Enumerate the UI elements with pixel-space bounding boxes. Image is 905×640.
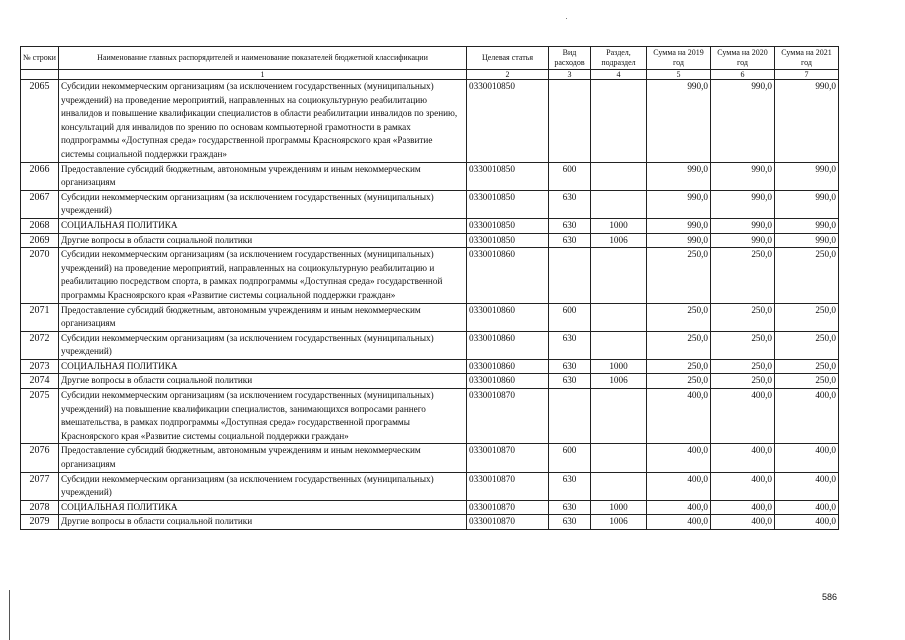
row-number: 2078 bbox=[21, 500, 59, 515]
row-sum-2021: 990,0 bbox=[775, 190, 839, 218]
table-row bbox=[21, 303, 839, 331]
row-section: 1006 bbox=[591, 233, 647, 248]
column-number-row bbox=[21, 70, 839, 80]
row-section: 1006 bbox=[591, 374, 647, 389]
column-number: 2 bbox=[467, 70, 549, 80]
row-sum-2020: 400,0 bbox=[711, 472, 775, 500]
row-expense-type: 630 bbox=[549, 359, 591, 374]
row-sum-2019: 990,0 bbox=[647, 233, 711, 248]
row-sum-2019: 990,0 bbox=[647, 190, 711, 218]
row-number: 2072 bbox=[21, 331, 59, 359]
row-number: 2067 bbox=[21, 190, 59, 218]
row-expense-type: 630 bbox=[549, 515, 591, 530]
row-name: СОЦИАЛЬНАЯ ПОЛИТИКА bbox=[59, 500, 467, 515]
row-name: Субсидии некоммерческим организациям (за исключением государственных (муниципальных) учреждений) на проведение мероприятий, направленных на социокультурную реабилитацию и реабилитацию посредством спорта, в рамках подпрограммы «Доступная среда» государственной программы Красноярского края «Развитие системы социальной поддержки граждан» bbox=[59, 248, 467, 303]
row-number: 2077 bbox=[21, 472, 59, 500]
row-sum-2020: 400,0 bbox=[711, 500, 775, 515]
row-name: Другие вопросы в области социальной политики bbox=[59, 233, 467, 248]
row-number: 2070 bbox=[21, 248, 59, 303]
row-section: 1000 bbox=[591, 500, 647, 515]
row-sum-2020: 990,0 bbox=[711, 190, 775, 218]
row-expense-type: 630 bbox=[549, 190, 591, 218]
table-row bbox=[21, 233, 839, 248]
row-expense-type: 630 bbox=[549, 374, 591, 389]
row-target-article: 0330010860 bbox=[467, 303, 549, 331]
table-row bbox=[21, 472, 839, 500]
row-sum-2021: 990,0 bbox=[775, 162, 839, 190]
scan-speck bbox=[566, 18, 567, 19]
row-target-article: 0330010870 bbox=[467, 472, 549, 500]
table-row bbox=[21, 218, 839, 233]
row-sum-2019: 400,0 bbox=[647, 500, 711, 515]
row-number: 2071 bbox=[21, 303, 59, 331]
row-section: 1000 bbox=[591, 218, 647, 233]
row-expense-type: 630 bbox=[549, 331, 591, 359]
row-sum-2021: 250,0 bbox=[775, 374, 839, 389]
row-sum-2019: 400,0 bbox=[647, 472, 711, 500]
row-sum-2021: 250,0 bbox=[775, 359, 839, 374]
column-number-blank bbox=[21, 70, 59, 80]
row-sum-2019: 250,0 bbox=[647, 359, 711, 374]
row-expense-type: 630 bbox=[549, 218, 591, 233]
row-section bbox=[591, 190, 647, 218]
column-number: 1 bbox=[59, 70, 467, 80]
table-row bbox=[21, 359, 839, 374]
row-expense-type bbox=[549, 389, 591, 444]
row-number: 2074 bbox=[21, 374, 59, 389]
row-sum-2019: 250,0 bbox=[647, 248, 711, 303]
row-sum-2021: 400,0 bbox=[775, 515, 839, 530]
header-name: Наименование главных распорядителей и наименование показателей бюджетной классификации bbox=[59, 47, 467, 70]
row-section bbox=[591, 303, 647, 331]
row-name: Предоставление субсидий бюджетным, автономным учреждениям и иным некоммерческим организациям bbox=[59, 444, 467, 472]
row-sum-2020: 400,0 bbox=[711, 515, 775, 530]
row-expense-type: 630 bbox=[549, 233, 591, 248]
column-number: 5 bbox=[647, 70, 711, 80]
row-target-article: 0330010870 bbox=[467, 444, 549, 472]
row-target-article: 0330010850 bbox=[467, 162, 549, 190]
row-sum-2021: 400,0 bbox=[775, 444, 839, 472]
row-sum-2021: 400,0 bbox=[775, 500, 839, 515]
row-sum-2021: 990,0 bbox=[775, 80, 839, 163]
row-target-article: 0330010850 bbox=[467, 190, 549, 218]
row-section bbox=[591, 248, 647, 303]
row-number: 2073 bbox=[21, 359, 59, 374]
column-number: 3 bbox=[549, 70, 591, 80]
row-sum-2021: 250,0 bbox=[775, 331, 839, 359]
row-sum-2020: 250,0 bbox=[711, 374, 775, 389]
row-sum-2021: 400,0 bbox=[775, 389, 839, 444]
row-name: Субсидии некоммерческим организациям (за исключением государственных (муниципальных) учреждений) bbox=[59, 190, 467, 218]
row-expense-type: 630 bbox=[549, 500, 591, 515]
row-expense-type: 600 bbox=[549, 303, 591, 331]
row-expense-type bbox=[549, 80, 591, 163]
row-number: 2066 bbox=[21, 162, 59, 190]
row-sum-2021: 990,0 bbox=[775, 218, 839, 233]
row-section bbox=[591, 331, 647, 359]
row-sum-2019: 250,0 bbox=[647, 331, 711, 359]
row-expense-type: 630 bbox=[549, 472, 591, 500]
page-number: 586 bbox=[821, 592, 837, 602]
header-sum-2019: Сумма на 2019 год bbox=[647, 47, 711, 70]
row-target-article: 0330010870 bbox=[467, 389, 549, 444]
row-sum-2020: 250,0 bbox=[711, 359, 775, 374]
row-section bbox=[591, 80, 647, 163]
row-target-article: 0330010860 bbox=[467, 359, 549, 374]
row-target-article: 0330010850 bbox=[467, 80, 549, 163]
table-header-row bbox=[21, 47, 839, 70]
table-row bbox=[21, 444, 839, 472]
row-sum-2019: 250,0 bbox=[647, 374, 711, 389]
row-section: 1006 bbox=[591, 515, 647, 530]
row-sum-2020: 250,0 bbox=[711, 248, 775, 303]
row-sum-2021: 250,0 bbox=[775, 303, 839, 331]
table-row bbox=[21, 515, 839, 530]
row-sum-2019: 250,0 bbox=[647, 303, 711, 331]
row-name: Предоставление субсидий бюджетным, автономным учреждениям и иным некоммерческим организациям bbox=[59, 303, 467, 331]
header-row-number: № строки bbox=[21, 47, 59, 70]
column-number: 7 bbox=[775, 70, 839, 80]
row-name: Субсидии некоммерческим организациям (за исключением государственных (муниципальных) учреждений) на проведение мероприятий, направленных на социокультурную реабилитацию инвалидов и повышение квалификации специалистов в области реабилитации инвалидов по зрению, консультаций для инвалидов по зрению по основам компьютерной грамотности в рамках подпрограммы «Доступная среда» государственной программы Красноярского края «Развитие системы социальной поддержки граждан» bbox=[59, 80, 467, 163]
row-name: СОЦИАЛЬНАЯ ПОЛИТИКА bbox=[59, 218, 467, 233]
row-section: 1000 bbox=[591, 359, 647, 374]
budget-table bbox=[20, 46, 839, 530]
table-body bbox=[21, 80, 839, 530]
row-name: Субсидии некоммерческим организациям (за исключением государственных (муниципальных) учреждений) bbox=[59, 472, 467, 500]
row-sum-2020: 400,0 bbox=[711, 444, 775, 472]
row-number: 2065 bbox=[21, 80, 59, 163]
row-sum-2019: 990,0 bbox=[647, 218, 711, 233]
header-expense-type: Вид расходов bbox=[549, 47, 591, 70]
row-target-article: 0330010870 bbox=[467, 515, 549, 530]
row-target-article: 0330010860 bbox=[467, 331, 549, 359]
table-row bbox=[21, 374, 839, 389]
row-sum-2020: 990,0 bbox=[711, 233, 775, 248]
row-number: 2079 bbox=[21, 515, 59, 530]
header-target-article: Целевая статья bbox=[467, 47, 549, 70]
row-name: СОЦИАЛЬНАЯ ПОЛИТИКА bbox=[59, 359, 467, 374]
row-sum-2020: 400,0 bbox=[711, 389, 775, 444]
header-sum-2021: Сумма на 2021 год bbox=[775, 47, 839, 70]
row-sum-2019: 990,0 bbox=[647, 162, 711, 190]
row-target-article: 0330010870 bbox=[467, 500, 549, 515]
row-sum-2020: 250,0 bbox=[711, 331, 775, 359]
row-sum-2021: 250,0 bbox=[775, 248, 839, 303]
header-section: Раздел, подраздел bbox=[591, 47, 647, 70]
row-sum-2021: 400,0 bbox=[775, 472, 839, 500]
row-expense-type: 600 bbox=[549, 162, 591, 190]
row-section bbox=[591, 389, 647, 444]
row-name: Субсидии некоммерческим организациям (за исключением государственных (муниципальных) учреждений) на повышение квалификации специалистов, занимающихся вопросами раннего вмешательства, в рамках подпрограммы «Доступная среда» государственной программы Красноярского края «Развитие системы социальной поддержки граждан» bbox=[59, 389, 467, 444]
row-name: Предоставление субсидий бюджетным, автономным учреждениям и иным некоммерческим организациям bbox=[59, 162, 467, 190]
table-row bbox=[21, 389, 839, 444]
column-number: 4 bbox=[591, 70, 647, 80]
row-sum-2020: 250,0 bbox=[711, 303, 775, 331]
row-sum-2019: 400,0 bbox=[647, 389, 711, 444]
table-row bbox=[21, 190, 839, 218]
row-number: 2069 bbox=[21, 233, 59, 248]
table-row bbox=[21, 248, 839, 303]
row-expense-type: 600 bbox=[549, 444, 591, 472]
row-number: 2068 bbox=[21, 218, 59, 233]
column-number: 6 bbox=[711, 70, 775, 80]
row-target-article: 0330010860 bbox=[467, 248, 549, 303]
row-sum-2019: 400,0 bbox=[647, 515, 711, 530]
row-section bbox=[591, 162, 647, 190]
table-row bbox=[21, 162, 839, 190]
row-target-article: 0330010850 bbox=[467, 218, 549, 233]
row-sum-2020: 990,0 bbox=[711, 218, 775, 233]
row-section bbox=[591, 444, 647, 472]
table-row bbox=[21, 331, 839, 359]
table-row bbox=[21, 500, 839, 515]
row-name: Субсидии некоммерческим организациям (за исключением государственных (муниципальных) учреждений) bbox=[59, 331, 467, 359]
row-target-article: 0330010850 bbox=[467, 233, 549, 248]
header-sum-2020: Сумма на 2020 год bbox=[711, 47, 775, 70]
row-sum-2019: 990,0 bbox=[647, 80, 711, 163]
row-number: 2076 bbox=[21, 444, 59, 472]
scan-margin-line bbox=[9, 590, 10, 640]
table-row bbox=[21, 80, 839, 163]
row-name: Другие вопросы в области социальной политики bbox=[59, 374, 467, 389]
row-sum-2019: 400,0 bbox=[647, 444, 711, 472]
row-target-article: 0330010860 bbox=[467, 374, 549, 389]
row-name: Другие вопросы в области социальной политики bbox=[59, 515, 467, 530]
row-number: 2075 bbox=[21, 389, 59, 444]
row-sum-2020: 990,0 bbox=[711, 80, 775, 163]
row-sum-2020: 990,0 bbox=[711, 162, 775, 190]
row-section bbox=[591, 472, 647, 500]
row-expense-type bbox=[549, 248, 591, 303]
row-sum-2021: 990,0 bbox=[775, 233, 839, 248]
